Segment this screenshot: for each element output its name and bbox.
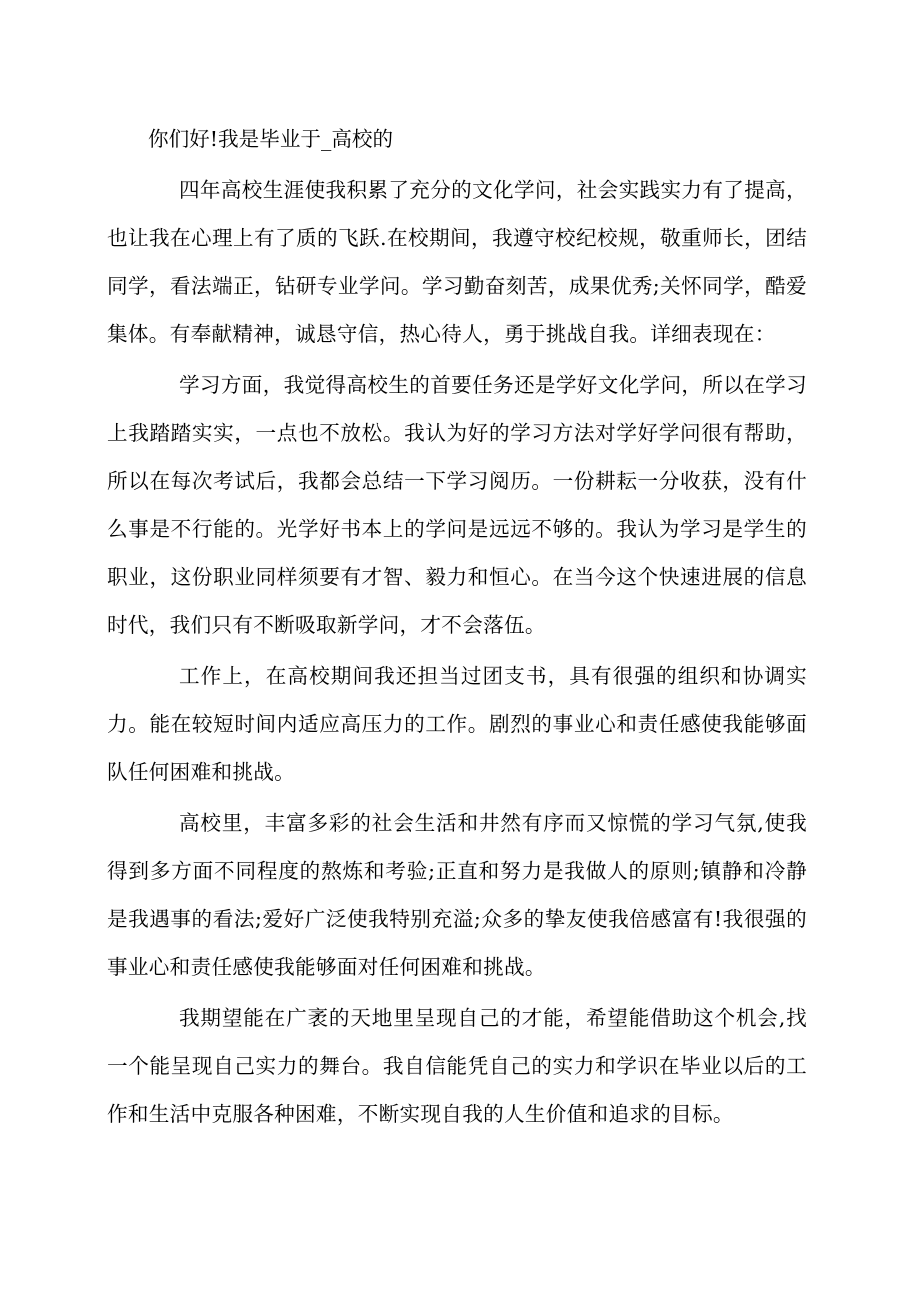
paragraph-learning: 学习方面，我觉得高校生的首要任务还是学好文化学问，所以在学习上我踏踏实实，一点也不放松。我认为好的学习方法对学好学问很有帮助，所以在每次考试后，我都会总结一下学习阅历。一份耕耘一分收获，没有什么事是不行能的。光学好书本上的学问是远远不够的。我认为学习是学生的职业，这份职业同样须要有才智、毅力和恒心。在当今这个快速进展的信息时代，我们只有不断吸取新学问，才不会落伍。 (107, 373, 807, 637)
paragraph-campus-life: 高校里，丰富多彩的社会生活和井然有序而又惊慌的学习气氛,使我得到多方面不同程度的熬炼和考验;正直和努力是我做人的原则;镇静和冷静是我遇事的看法;爱好广泛使我特别充溢;众多的挚友使我倍感富有!我很强的事业心和责任感使我能够面对任何困难和挑战。 (107, 811, 807, 979)
paragraph-aspiration: 我期望能在广袤的天地里呈现自己的才能，希望能借助这个机会,找一个能呈现自己实力的舞台。我自信能凭自己的实力和学识在毕业以后的工作和生活中克服各种困难，不断实现自我的人生价值和追求的目标。 (107, 1006, 807, 1126)
document-body (107, 115, 807, 1138)
greeting-line: 你们好!我是毕业于_高校的 (148, 127, 394, 151)
paragraph-studies-overview: 四年高校生涯使我积累了充分的文化学问，社会实践实力有了提高，也让我在心理上有了质的飞跃.在校期间，我遵守校纪校规，敬重师长，团结同学，看法端正，钻研专业学问。学习勤奋刻苦，成果优秀;关怀同学，酷爱集体。有奉献精神，诚恳守信，热心待人，勇于挑战自我。详细表现在： (107, 178, 807, 346)
paragraph-work: 工作上，在高校期间我还担当过团支书，具有很强的组织和协调实力。能在较短时间内适应高压力的工作。剧烈的事业心和责任感使我能够面队任何困难和挑战。 (107, 664, 807, 784)
